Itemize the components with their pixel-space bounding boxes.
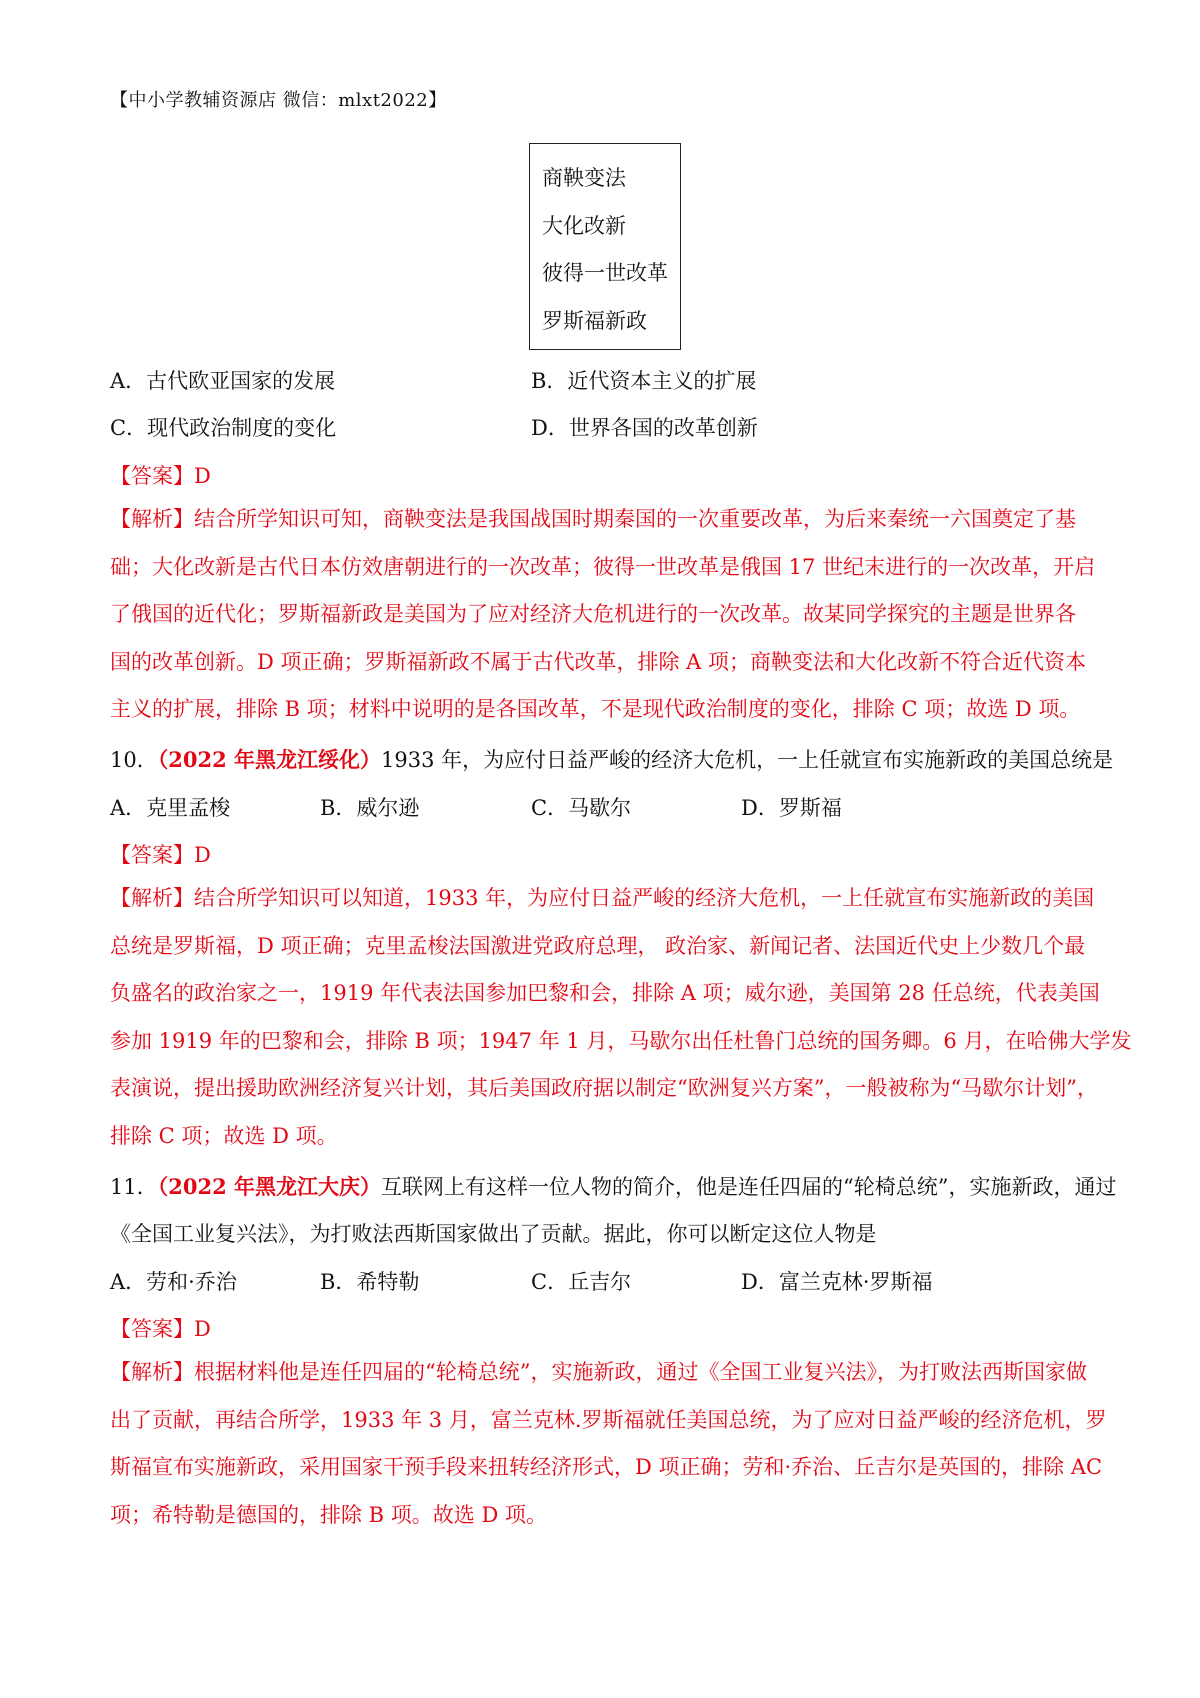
analysis-line: 主义的扩展，排除 B 项；材料中说明的是各国改革，不是现代政治制度的变化，排除 C 项；故选 D 项。 bbox=[110, 697, 1081, 721]
box-item: 商鞅变法 bbox=[542, 166, 626, 190]
box-item: 彼得一世改革 bbox=[542, 261, 668, 285]
q10-stem bbox=[110, 744, 1113, 774]
analysis-line: 础；大化改新是古代日本仿效唐朝进行的一次改革；彼得一世改革是俄国 17 世纪末进行的一次改革，开启 bbox=[110, 554, 1096, 579]
q10-option-c: C．马歇尔 bbox=[531, 796, 632, 820]
analysis-line: 总统是罗斯福，D 项正确；克里孟梭法国激进党政府总理， 政治家、新闻记者、法国近代史上少数几个最 bbox=[110, 933, 1086, 958]
q9-option-a: A．古代欧亚国家的发展 bbox=[110, 369, 336, 393]
analysis-line: 项；希特勒是德国的，排除 B 项。故选 D 项。 bbox=[110, 1502, 547, 1527]
q9-answer: 【答案】D bbox=[110, 464, 211, 488]
q11-option-d: D．富兰克林·罗斯福 bbox=[741, 1270, 933, 1294]
q11-stem-text: 互联网上有这样一位人物的简介，他是连任四届的“轮椅总统”，实施新政，通过 bbox=[381, 1175, 1117, 1199]
q11-option-b: B．希特勒 bbox=[320, 1270, 420, 1294]
analysis-line: 负盛名的政治家之一，1919 年代表法国参加巴黎和会，排除 A 项；威尔逊，美国第 28 任总统，代表美国 bbox=[110, 981, 1100, 1005]
page-header: 【中小学教辅资源店 微信：mlxt2022】 bbox=[110, 90, 447, 111]
box-item: 罗斯福新政 bbox=[542, 309, 647, 333]
analysis-line: 国的改革创新。D 项正确；罗斯福新政不属于古代改革，排除 A 项；商鞅变法和大化改新不符合近代资本 bbox=[110, 649, 1087, 674]
q11-analysis bbox=[110, 1349, 1107, 1539]
q10-number: 10． bbox=[110, 748, 158, 772]
q11-number: 11． bbox=[110, 1175, 158, 1199]
q11-stem-line1 bbox=[110, 1171, 1116, 1201]
analysis-line: 【解析】根据材料他是连任四届的“轮椅总统”，实施新政，通过《全国工业复兴法》，为打败法西斯国家做 bbox=[110, 1360, 1087, 1384]
analysis-line: 排除 C 项；故选 D 项。 bbox=[110, 1123, 338, 1148]
q11-answer: 【答案】D bbox=[110, 1317, 211, 1341]
q10-source: （2022 年黑龙江绥化） bbox=[157, 747, 381, 772]
analysis-line: 表演说，提出援助欧洲经济复兴计划，其后美国政府据以制定“欧洲复兴方案”，一般被称为“马歇尔计划”， bbox=[110, 1076, 1098, 1100]
analysis-line: 【解析】结合所学知识可以知道，1933 年，为应付日益严峻的经济大危机，一上任就宣布实施新政的美国 bbox=[110, 886, 1095, 910]
q11-stem-line2: 《全国工业复兴法》，为打败法西斯国家做出了贡献。据此，你可以断定这位人物是 bbox=[110, 1222, 877, 1246]
box-item: 大化改新 bbox=[542, 214, 626, 238]
analysis-line: 了俄国的近代化；罗斯福新政是美国为了应对经济大危机进行的一次改革。故某同学探究的主题是世界各 bbox=[110, 602, 1076, 626]
q9-option-c: C．现代政治制度的变化 bbox=[110, 416, 337, 440]
analysis-line: 斯福宣布实施新政，采用国家干预手段来扭转经济形式，D 项正确；劳和·乔治、丘吉尔是英国的，排除 AC bbox=[110, 1455, 1103, 1479]
q10-option-d: D．罗斯福 bbox=[741, 796, 842, 820]
analysis-line: 出了贡献，再结合所学，1933 年 3 月，富兰克林.罗斯福就任美国总统，为了应对日益严峻的经济危机，罗 bbox=[110, 1407, 1107, 1432]
q11-source: （2022 年黑龙江大庆） bbox=[157, 1174, 381, 1199]
q9-analysis bbox=[110, 496, 1102, 734]
q10-option-a: A．克里孟梭 bbox=[110, 796, 231, 820]
analysis-line: 【解析】结合所学知识可知，商鞅变法是我国战国时期秦国的一次重要改革，为后来秦统一六国奠定了基 bbox=[110, 507, 1076, 531]
q9-option-d: D．世界各国的改革创新 bbox=[531, 416, 758, 440]
q11-option-a: A．劳和·乔治 bbox=[110, 1270, 237, 1294]
material-box bbox=[529, 143, 681, 350]
q10-answer: 【答案】D bbox=[110, 843, 211, 867]
q10-option-b: B．威尔逊 bbox=[320, 796, 420, 820]
q10-analysis bbox=[110, 875, 1132, 1160]
q11-option-c: C．丘吉尔 bbox=[531, 1270, 632, 1294]
q10-stem-text: 1933 年，为应付日益严峻的经济大危机，一上任就宣布实施新政的美国总统是 bbox=[381, 748, 1114, 772]
q9-option-b: B．近代资本主义的扩展 bbox=[531, 369, 757, 393]
analysis-line: 参加 1919 年的巴黎和会，排除 B 项；1947 年 1 月，马歇尔出任杜鲁门总统的国务卿。6 月，在哈佛大学发 bbox=[110, 1028, 1132, 1053]
